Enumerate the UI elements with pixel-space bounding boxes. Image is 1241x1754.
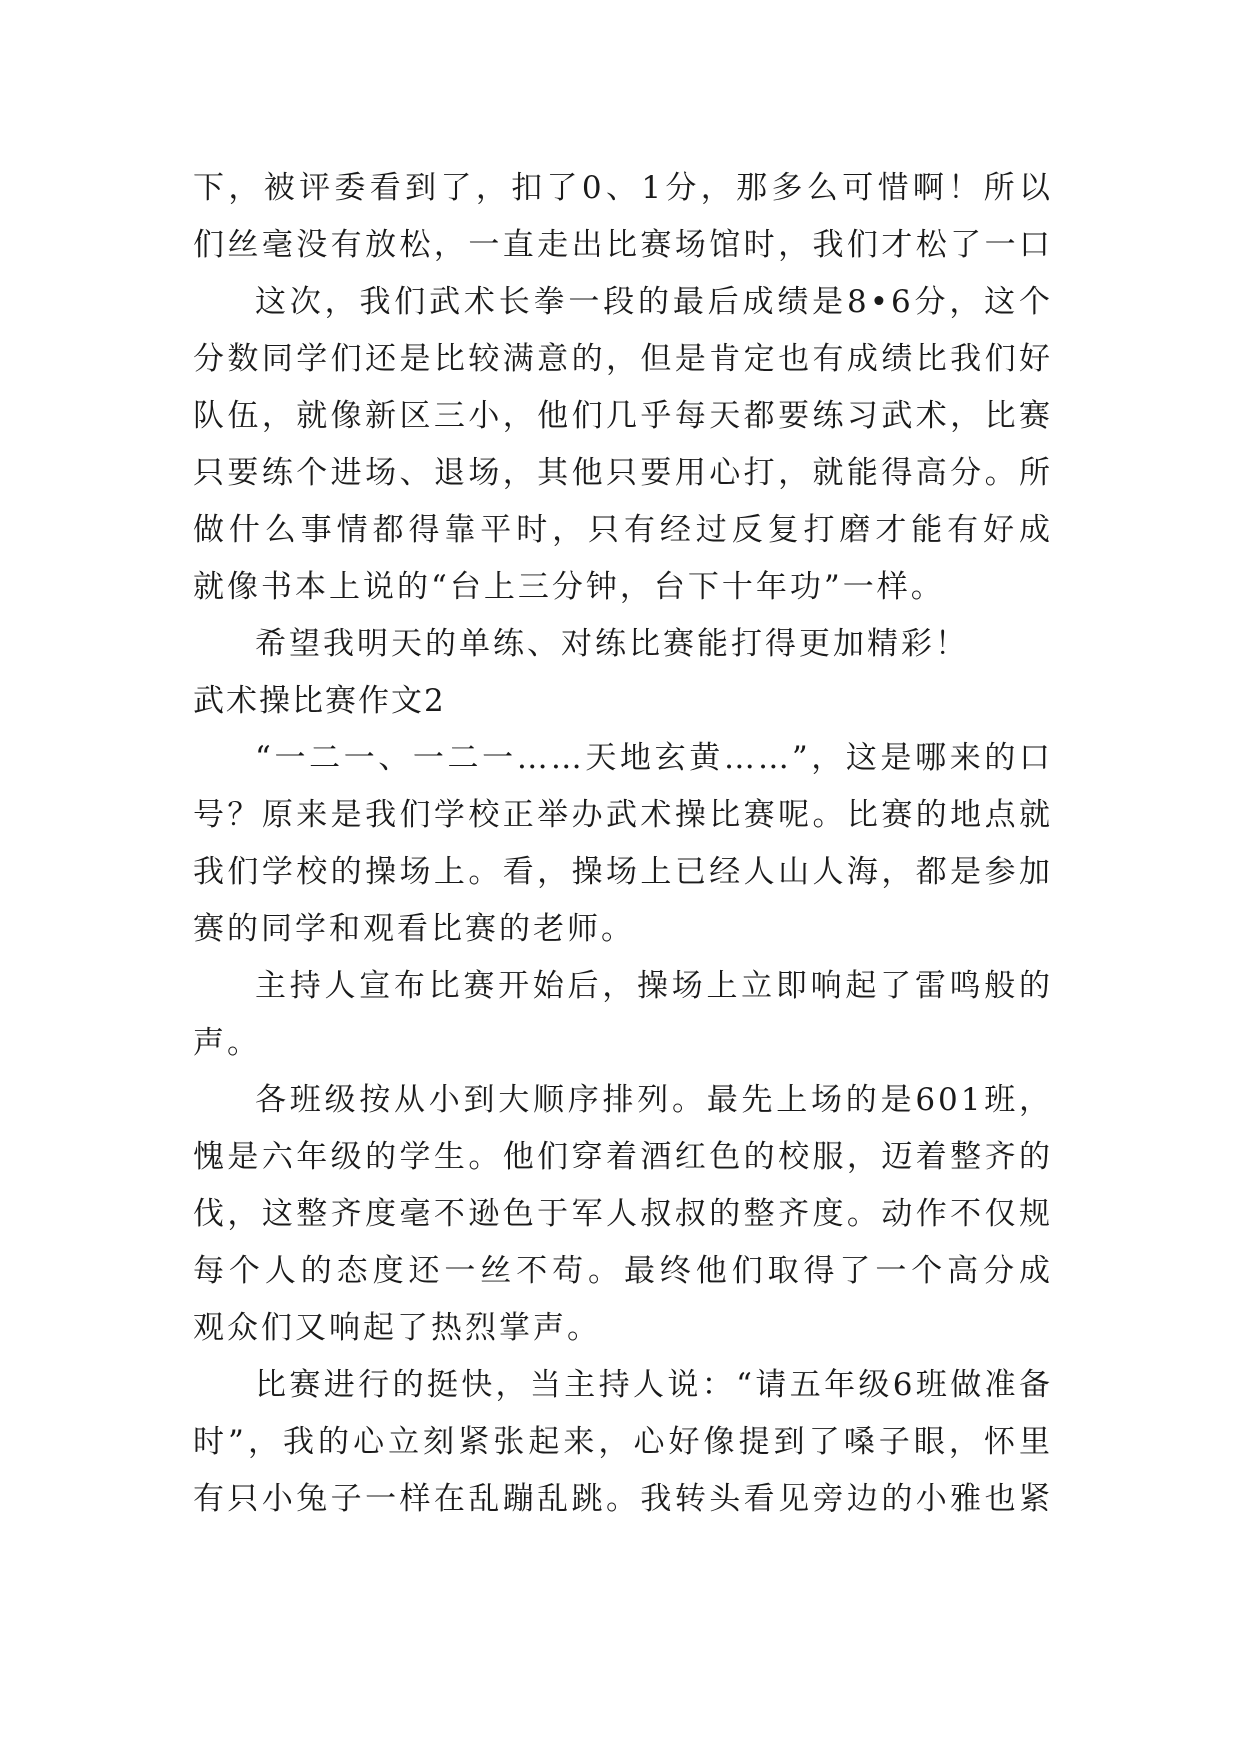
- paragraph-line: 下，被评委看到了，扣了0、1分，那多么可惜啊！所以: [193, 170, 1053, 206]
- paragraph-line: 每个人的态度还一丝不苟。最终他们取得了一个高分成: [193, 1253, 1053, 1289]
- paragraph-line: 有只小兔子一样在乱蹦乱跳。我转头看见旁边的小雅也紧: [193, 1481, 1053, 1517]
- paragraph-line: 我们学校的操场上。看，操场上已经人山人海，都是参加: [193, 854, 1053, 890]
- paragraph-line: 比赛进行的挺快，当主持人说：“请五年级6班做准备: [255, 1367, 1053, 1403]
- paragraph-line: 观众们又响起了热烈掌声。: [193, 1310, 601, 1346]
- paragraph-line: 主持人宣布比赛开始后，操场上立即响起了雷鸣般的: [255, 968, 1053, 1004]
- paragraph-line: 这次，我们武术长拳一段的最后成绩是8•6分，这个: [255, 284, 1053, 320]
- paragraph-line: 队伍，就像新区三小，他们几乎每天都要练习武术，比赛: [193, 398, 1053, 434]
- paragraph-line: 赛的同学和观看比赛的老师。: [193, 911, 635, 947]
- paragraph-line: 做什么事情都得靠平时，只有经过反复打磨才能有好成: [193, 512, 1053, 548]
- paragraph-line: 希望我明天的单练、对练比赛能打得更加精彩！: [255, 626, 969, 662]
- paragraph-line: 就像书本上说的“台上三分钟，台下十年功”一样。: [193, 569, 945, 605]
- paragraph-line: 分数同学们还是比较满意的，但是肯定也有成绩比我们好: [193, 341, 1053, 377]
- paragraph-line: 们丝毫没有放松，一直走出比赛场馆时，我们才松了一口: [193, 227, 1053, 263]
- paragraph-line: 声。: [193, 1025, 261, 1061]
- paragraph-line: 号？原来是我们学校正举办武术操比赛呢。比赛的地点就: [193, 797, 1053, 833]
- paragraph-line: 只要练个进场、退场，其他只要用心打，就能得高分。所: [193, 455, 1053, 491]
- paragraph-line: 时”，我的心立刻紧张起来，心好像提到了嗓子眼，怀里: [193, 1424, 1053, 1460]
- section-title: 武术操比赛作文2: [193, 683, 446, 719]
- paragraph-line: 伐，这整齐度毫不逊色于军人叔叔的整齐度。动作不仅规: [193, 1196, 1053, 1232]
- paragraph-line: 愧是六年级的学生。他们穿着酒红色的校服，迈着整齐的: [193, 1139, 1053, 1175]
- paragraph-line: “一二一、一二一……天地玄黄……”，这是哪来的口: [255, 740, 1053, 776]
- paragraph-line: 各班级按从小到大顺序排列。最先上场的是601班，: [255, 1082, 1053, 1118]
